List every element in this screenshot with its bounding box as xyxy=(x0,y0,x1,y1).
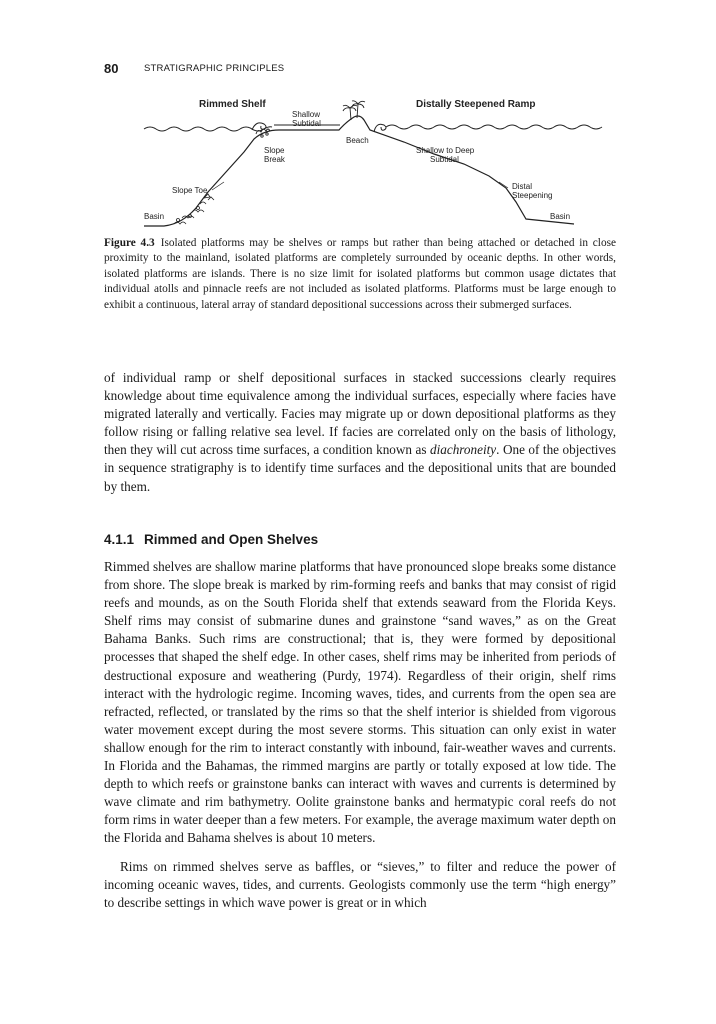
label-shallow-to-deep: Shallow to Deep xyxy=(416,146,475,155)
section-number: 4.1.1 xyxy=(104,532,135,547)
label-slope-toe: Slope Toe xyxy=(172,186,208,195)
label-basin-left: Basin xyxy=(144,212,165,221)
page-number: 80 xyxy=(104,61,119,76)
figure-caption xyxy=(104,236,616,313)
label-slope: Slope xyxy=(264,146,285,155)
title-rimmed-shelf: Rimmed Shelf xyxy=(199,99,266,110)
paragraph1-text-after: . One of the objectives in sequence stratigraphy is to identify time surfaces and the depositional units that are bounded by them. xyxy=(104,442,616,494)
section-title: Rimmed and Open Shelves xyxy=(144,532,319,547)
label-steepening: Steepening xyxy=(512,191,553,200)
paragraph3-text: Rims on rimmed shelves serve as baffles, or “sieves,” to filter and reduce the power of incoming oceanic waves, tides, and currents. Geologists commonly use the term “high energy” to describe settings in which wave power is great or in which xyxy=(104,859,616,911)
running-head: STRATIGRAPHIC PRINCIPLES xyxy=(144,63,285,74)
label-beach: Beach xyxy=(346,136,369,145)
label-subtidal-deep: Subtidal xyxy=(430,155,459,164)
leader-distal-steepening xyxy=(499,182,508,188)
paragraph1-text-before: of individual ramp or shelf depositional surfaces in stacked successions clearly requires knowledge about time equivalence among the individual surfaces, especially where facies have migrated laterally and vertically. Facies may migrate up or down depositional platforms as they follow rising or falling relative sea level. If facies are correlated only on the basis of lithology, then they will cut across time surfaces, a condition known as xyxy=(104,370,616,458)
term-diachroneity: diachroneity xyxy=(429,442,497,458)
label-basin-right: Basin xyxy=(550,212,571,221)
title-distally-steepened-ramp: Distally Steepened Ramp xyxy=(416,99,536,110)
page-header xyxy=(104,61,624,79)
caption-text: Isolated platforms may be shelves or ramps but rather than being attached or detached in close proximity to the mainland, isolated platforms are completely surrounded by oceanic depths. In other words, isolated platforms are islands. There is no size limit for isolated platforms but common usage dictates that individual atolls and pinnacle reefs are not included as isolated platforms. Platforms must be large enough to exhibit a continuous, lateral array of standard depositional successions across their submerged surfaces. xyxy=(104,237,616,311)
figure-label: Figure 4.3 xyxy=(104,237,155,249)
sea-surface-right xyxy=(386,125,602,129)
section-heading xyxy=(104,532,318,547)
seafloor-profile xyxy=(144,116,574,226)
breaking-wave-right xyxy=(374,124,386,132)
label-shallow: Shallow xyxy=(292,110,321,119)
label-subtidal: Subtidal xyxy=(292,119,321,128)
platform-profile-diagram xyxy=(104,92,616,232)
figure-diagram xyxy=(104,92,616,232)
paragraph-rimmed-shelves xyxy=(104,558,616,848)
paragraph2-text: Rimmed shelves are shallow marine platforms that have pronounced slope breaks some distance from shore. The slope break is marked by rim-forming reefs and banks that may consist of rigid reefs and mounds, as on the South Florida shelf that extends seaward from the Florida Keys. Shelf rims may consist of submarine dunes and grainstone “sand waves,” as on the Great Bahama Banks. Such rims are constructional; that is, they were formed by depositional processes that shaped the shelf edge. In other cases, shelf rims may be inherited from periods of destructional exposure and weathering (Purdy, 1974). Regardless of their origin, shelf rims interact with the hydrologic regime. Incoming waves, tides, and currents from the open sea are refracted, reflected, or translated by the rims so that the shelf interior is shielded from vigorous water movement except during the most severe storms. This situation can only exist in water shallow enough for the rim to interact constantly with inbound, fair-weather waves and currents. In Florida and the Bahamas, the rimmed margins are partly or totally exposed at low tide. The depth to which reefs or grainstone banks can interact with waves and currents is determined by wave climate and rim bathymetry. Oolite grainstone banks and hermatypic coral reefs do not form rims in water deeper than a few meters. For example, the average maximum water depth on the Florida and Bahama shelves is about 10 meters. xyxy=(104,559,616,846)
paragraph-rims-baffles xyxy=(104,858,616,912)
label-distal: Distal xyxy=(512,182,533,191)
paragraph-diachroneity xyxy=(104,369,616,496)
slope-toe-rubble xyxy=(174,194,214,224)
label-break: Break xyxy=(264,155,285,164)
